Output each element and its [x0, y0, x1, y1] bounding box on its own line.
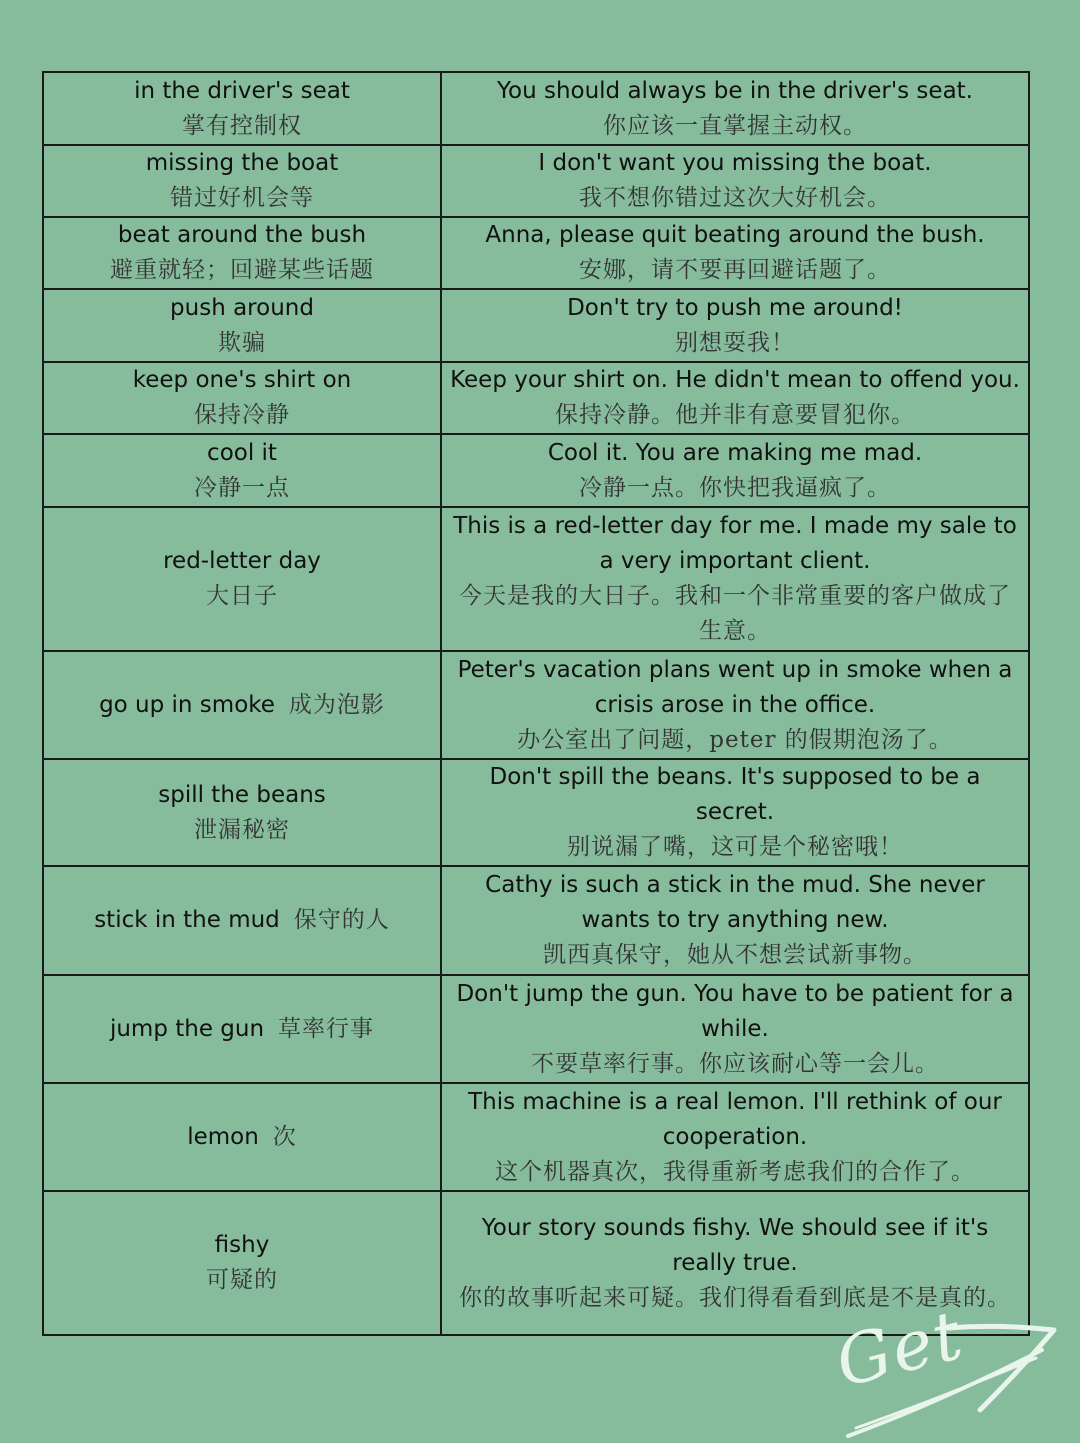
- table-row: [43, 759, 1029, 866]
- table-row: [43, 145, 1029, 217]
- example-english: This machine is a real lemon. I'll rethink of our cooperation.: [468, 1088, 1002, 1150]
- idiom-cell: [43, 1191, 441, 1335]
- example-chinese: 保持冷静。他并非有意要冒犯你。: [555, 402, 915, 428]
- example-cell: [441, 866, 1029, 975]
- example-cell: [441, 975, 1029, 1083]
- example-cell: [441, 362, 1029, 434]
- example-cell: [441, 289, 1029, 362]
- watermark-text: Get: [828, 1295, 972, 1404]
- example-english: Keep your shirt on. He didn't mean to offend you.: [450, 367, 1020, 393]
- idiom-text: lemon: [187, 1123, 259, 1150]
- idiom-cell: [43, 759, 441, 866]
- example-chinese: 安娜，请不要再回避话题了。: [579, 257, 891, 283]
- example-cell: [441, 1083, 1029, 1191]
- idiom-cell: [43, 289, 441, 362]
- table-row: [43, 434, 1029, 507]
- example-chinese: 不要草率行事。你应该耐心等一会儿。: [531, 1050, 939, 1077]
- table-row: [43, 1083, 1029, 1191]
- idiom-text: keep one's shirt on: [132, 367, 352, 393]
- idiom-meaning: 泄漏秘密: [194, 816, 290, 843]
- idiom-text: stick in the mud: [94, 907, 280, 933]
- example-cell: [441, 507, 1029, 651]
- example-chinese: 别想耍我！: [675, 329, 795, 356]
- get-watermark: [828, 1295, 1070, 1440]
- idiom-text: red-letter day: [163, 548, 321, 574]
- idiom-meaning: 草率行事: [278, 1015, 375, 1042]
- example-english: You should always be in the driver's seat.: [497, 77, 973, 104]
- idiom-cell: [43, 362, 441, 434]
- example-english: Your story sounds fishy. We should see if it's really true.: [481, 1214, 989, 1276]
- example-english: Anna, please quit beating around the bush.: [485, 222, 985, 248]
- idiom-meaning: 可疑的: [206, 1267, 278, 1293]
- idiom-text: fishy: [214, 1232, 270, 1258]
- idiom-meaning: 掌有控制权: [182, 112, 302, 139]
- idiom-cell: [43, 145, 441, 217]
- idiom-cell: [43, 651, 441, 759]
- idiom-meaning: 错过好机会等: [170, 185, 314, 211]
- idiom-meaning: 大日子: [206, 583, 278, 609]
- idiom-meaning: 欺骗: [218, 329, 266, 356]
- example-english: Don't spill the beans. It's supposed to be a secret.: [489, 764, 981, 825]
- idiom-text: spill the beans: [158, 781, 326, 808]
- idiom-meaning: 次: [272, 1123, 297, 1150]
- example-chinese: 别说漏了嘴，这可是个秘密哦！: [567, 834, 903, 860]
- example-english: I don't want you missing the boat.: [538, 150, 932, 176]
- example-cell: [441, 434, 1029, 507]
- idiom-meaning: 冷静一点: [194, 474, 290, 501]
- idiom-text: beat around the bush: [117, 222, 367, 248]
- idiom-cell: [43, 1083, 441, 1191]
- example-chinese: 今天是我的大日子。我和一个非常重要的客户做成了生意。: [459, 583, 1011, 644]
- idiom-cell: [43, 72, 441, 145]
- table-row: [43, 507, 1029, 651]
- table-row: [43, 217, 1029, 289]
- example-chinese: 凯西真保守，她从不想尝试新事物。: [543, 942, 927, 968]
- idiom-cell: [43, 217, 441, 289]
- table-row: [43, 289, 1029, 362]
- example-chinese: 这个机器真次，我得重新考虑我们的合作了。: [495, 1158, 975, 1185]
- idiom-text: go up in smoke: [99, 691, 275, 718]
- idiom-cell: [43, 434, 441, 507]
- example-english: Don't jump the gun. You have to be patient for a while.: [456, 980, 1014, 1042]
- idiom-cell: [43, 866, 441, 975]
- idiom-meaning: 成为泡影: [288, 691, 385, 718]
- idiom-cell: [43, 507, 441, 651]
- example-english: Cool it. You are making me mad.: [547, 439, 923, 466]
- idiom-text: cool it: [207, 439, 277, 466]
- example-chinese: 冷静一点。你快把我逼疯了。: [579, 474, 891, 501]
- table-row: [43, 72, 1029, 145]
- example-chinese: 我不想你错过这次大好机会。: [579, 185, 891, 211]
- idiom-text: in the driver's seat: [134, 77, 350, 104]
- example-english: This is a red-letter day for me. I made my sale to a very important client.: [453, 513, 1017, 574]
- table-row: [43, 651, 1029, 759]
- example-cell: [441, 651, 1029, 759]
- example-english: Peter's vacation plans went up in smoke when a crisis arose in the office.: [457, 656, 1013, 718]
- idiom-meaning: 保持冷静: [194, 402, 290, 428]
- idiom-meaning: 保守的人: [293, 907, 390, 933]
- example-cell: [441, 145, 1029, 217]
- example-english: Don't try to push me around!: [567, 294, 903, 321]
- idiom-table: [42, 71, 1030, 1336]
- example-cell: [441, 217, 1029, 289]
- idiom-meaning: 避重就轻；回避某些话题: [110, 257, 374, 283]
- example-cell: [441, 759, 1029, 866]
- idiom-cell: [43, 975, 441, 1083]
- example-english: Cathy is such a stick in the mud. She never wants to try anything new.: [485, 872, 985, 933]
- table-row: [43, 975, 1029, 1083]
- table-row: [43, 362, 1029, 434]
- table-row: [43, 866, 1029, 975]
- idiom-text: jump the gun: [109, 1015, 265, 1042]
- example-chinese: 办公室出了问题，peter 的假期泡汤了。: [517, 726, 953, 753]
- example-chinese: 你的故事听起来可疑。我们得看看到底是不是真的。: [459, 1284, 1011, 1311]
- idiom-text: push around: [170, 294, 314, 321]
- example-cell: [441, 72, 1029, 145]
- example-chinese: 你应该一直掌握主动权。: [603, 112, 867, 139]
- idiom-text: missing the boat: [145, 150, 339, 176]
